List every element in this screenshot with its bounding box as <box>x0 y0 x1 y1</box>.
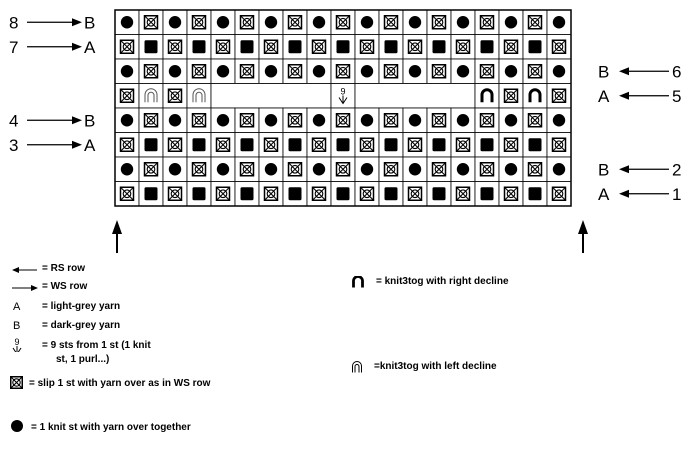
chart-cell <box>259 108 283 133</box>
chart-cell <box>211 108 235 133</box>
chart-cell <box>379 133 403 158</box>
chart-cell <box>403 182 427 207</box>
chart-cell <box>547 59 571 84</box>
row-number-7: 7 <box>9 37 19 57</box>
chart-cell <box>259 59 283 84</box>
legend-ws-row: = WS row <box>42 281 88 292</box>
chart-cell <box>307 59 331 84</box>
chart-cell <box>187 59 211 84</box>
chart-cell <box>523 108 547 133</box>
chart-cell <box>451 108 475 133</box>
chart-cell <box>523 84 547 109</box>
chart-cell <box>283 59 307 84</box>
chart-cell <box>475 10 499 35</box>
legend-nine-sts-line2: st, 1 purl...) <box>56 354 110 365</box>
chart-cell <box>523 10 547 35</box>
chart-cell <box>139 35 163 60</box>
legend-left-decline: =knit3tog with left decline <box>374 361 497 372</box>
chart-cell <box>259 35 283 60</box>
chart-cell <box>163 59 187 84</box>
chart-cell <box>427 182 451 207</box>
chart-cell <box>499 10 523 35</box>
arrow-head-icon <box>72 43 82 51</box>
row-yarn-4: B <box>84 111 96 131</box>
chart-cell <box>427 133 451 158</box>
chart-cell <box>283 35 307 60</box>
legend-light-grey-yarn: = light-grey yarn <box>42 301 121 312</box>
rs-row-arrow-icon <box>12 265 38 275</box>
chart-cell <box>523 59 547 84</box>
legend-knit-yo: = 1 knit st with yarn over together <box>31 422 191 433</box>
chart-cell <box>499 182 523 207</box>
chart-cell <box>331 108 355 133</box>
row-yarn-7: A <box>84 37 96 57</box>
row-yarn-6: B <box>598 62 610 82</box>
chart-cell <box>499 35 523 60</box>
chart-cell <box>283 157 307 182</box>
chart-cell <box>283 108 307 133</box>
chart-cell <box>475 157 499 182</box>
chart-cell <box>187 157 211 182</box>
chart-cell <box>403 59 427 84</box>
chart-cell <box>187 35 211 60</box>
chart-cell <box>547 84 571 109</box>
chart-cell <box>355 157 379 182</box>
arrow-head-icon <box>619 190 629 198</box>
chart-cell <box>163 157 187 182</box>
legend-right-decline: = knit3tog with right decline <box>376 276 509 287</box>
chart-cell <box>379 59 403 84</box>
chart-cell <box>139 157 163 182</box>
chart-cell <box>355 108 379 133</box>
chart-cell <box>475 133 499 158</box>
chart-cell <box>139 84 163 109</box>
chart-cell <box>283 10 307 35</box>
chart-cell <box>355 182 379 207</box>
chart-cell <box>427 35 451 60</box>
chart-cell <box>403 108 427 133</box>
chart-cell <box>451 35 475 60</box>
chart-cell <box>427 108 451 133</box>
ws-row-arrow-icon <box>12 283 38 293</box>
row-yarn-1: A <box>598 184 610 204</box>
chart-cell <box>187 10 211 35</box>
chart-cell <box>379 108 403 133</box>
chart-cell <box>355 35 379 60</box>
chart-cell <box>403 35 427 60</box>
chart-empty-span <box>355 84 475 109</box>
chart-cell <box>475 108 499 133</box>
chart-cell <box>235 182 259 207</box>
chart-cell <box>259 157 283 182</box>
chart-cell <box>259 182 283 207</box>
legend-letter-a: A <box>13 301 21 313</box>
legend-slip: = slip 1 st with yarn over as in WS row <box>29 378 211 389</box>
chart-cell <box>475 35 499 60</box>
row-number-5: 5 <box>672 86 682 106</box>
legend-letter-b: B <box>13 320 21 332</box>
row-number-1: 1 <box>672 184 682 204</box>
arrow-head-icon <box>619 92 629 100</box>
chart-cell <box>379 182 403 207</box>
chart-row-3 <box>115 133 571 158</box>
chart-row-4 <box>115 108 571 133</box>
row-number-2: 2 <box>672 160 682 180</box>
chart-cell <box>331 182 355 207</box>
chart-cell <box>499 133 523 158</box>
chart-cell <box>163 133 187 158</box>
svg-text:9: 9 <box>340 86 346 97</box>
chart-cell <box>451 59 475 84</box>
chart-row-2 <box>115 157 571 182</box>
chart-cell <box>211 182 235 207</box>
legend-dark-grey-yarn: = dark-grey yarn <box>42 320 121 331</box>
chart-cell <box>523 182 547 207</box>
arrow-head-icon <box>72 18 82 26</box>
chart-cell <box>235 35 259 60</box>
chart-cell <box>235 157 259 182</box>
row-yarn-5: A <box>598 86 610 106</box>
chart-cell <box>379 35 403 60</box>
chart-cell <box>187 133 211 158</box>
knit-yo-together-icon <box>10 419 24 433</box>
knit3tog-left-decline-icon <box>351 361 363 373</box>
chart-cell <box>331 157 355 182</box>
chart-cell <box>283 133 307 158</box>
chart-cell <box>187 182 211 207</box>
chart-cell <box>403 10 427 35</box>
chart-cell <box>115 108 139 133</box>
chart-row-5 <box>115 84 571 109</box>
chart-cell <box>115 10 139 35</box>
row-number-3: 3 <box>9 135 19 155</box>
chart-cell <box>523 35 547 60</box>
chart-cell <box>499 84 523 109</box>
chart-cell <box>547 157 571 182</box>
chart-cell <box>211 35 235 60</box>
chart-cell <box>163 84 187 109</box>
chart-cell <box>211 133 235 158</box>
chart-cell <box>163 35 187 60</box>
slip-stitch-icon <box>10 376 23 389</box>
chart-cell <box>451 182 475 207</box>
chart-cell <box>403 157 427 182</box>
chart-cell <box>499 108 523 133</box>
legend-rs-row: = RS row <box>42 263 86 274</box>
row-number-6: 6 <box>672 62 682 82</box>
nine-sts-from-one-icon <box>11 338 23 352</box>
chart-cell <box>403 133 427 158</box>
chart-cell <box>379 157 403 182</box>
chart-row-1 <box>115 182 571 207</box>
chart-cell <box>331 10 355 35</box>
chart-cell <box>139 59 163 84</box>
chart-cell <box>547 108 571 133</box>
chart-cell <box>523 157 547 182</box>
row-number-4: 4 <box>9 111 19 131</box>
chart-cell <box>211 10 235 35</box>
chart-cell <box>115 59 139 84</box>
chart-cell <box>427 157 451 182</box>
right-start-arrow-icon <box>578 220 588 253</box>
chart-cell <box>331 133 355 158</box>
chart-cell <box>499 157 523 182</box>
chart-cell <box>211 157 235 182</box>
chart-cell <box>451 157 475 182</box>
svg-text:9: 9 <box>14 338 20 347</box>
chart-cell <box>307 133 331 158</box>
chart-cell <box>475 59 499 84</box>
chart-cell <box>547 10 571 35</box>
row-number-8: 8 <box>9 13 19 33</box>
arrow-head-icon <box>619 165 629 173</box>
legend-nine-sts-line1: = 9 sts from 1 st (1 knit <box>42 340 151 351</box>
chart-cell <box>283 182 307 207</box>
chart-cell <box>115 182 139 207</box>
chart-cell <box>307 35 331 60</box>
chart-cell <box>187 84 211 109</box>
chart-row-8 <box>115 10 571 35</box>
chart-cell <box>355 59 379 84</box>
chart-cell <box>235 59 259 84</box>
row-yarn-3: A <box>84 135 96 155</box>
chart-cell <box>235 108 259 133</box>
chart-cell <box>115 84 139 109</box>
chart-cell <box>139 133 163 158</box>
chart-cell <box>331 35 355 60</box>
row-yarn-2: B <box>598 160 610 180</box>
chart-cell <box>307 182 331 207</box>
arrow-head-icon <box>72 141 82 149</box>
row-yarn-8: B <box>84 13 96 33</box>
chart-cell <box>547 35 571 60</box>
chart-empty-span <box>211 84 331 109</box>
chart-cell <box>115 157 139 182</box>
chart-cell <box>235 10 259 35</box>
chart-cell <box>331 59 355 84</box>
chart-cell <box>259 10 283 35</box>
chart-cell <box>139 108 163 133</box>
chart-cell <box>547 182 571 207</box>
chart-cell <box>163 10 187 35</box>
knit3tog-right-decline-icon <box>352 276 364 288</box>
chart-cell <box>211 59 235 84</box>
chart-cell <box>451 10 475 35</box>
chart-cell <box>547 133 571 158</box>
chart-cell <box>523 133 547 158</box>
chart-cell <box>307 157 331 182</box>
chart-cell <box>235 133 259 158</box>
chart-cell <box>427 10 451 35</box>
chart-cell <box>355 10 379 35</box>
chart-cell <box>427 59 451 84</box>
chart-cell <box>259 133 283 158</box>
chart-cell <box>475 84 499 109</box>
chart-cell <box>307 10 331 35</box>
chart-cell <box>331 84 355 109</box>
left-start-arrow-icon <box>112 220 122 253</box>
chart-row-7 <box>115 35 571 60</box>
chart-cell <box>139 10 163 35</box>
chart-cell <box>379 10 403 35</box>
chart-cell <box>499 59 523 84</box>
arrow-head-icon <box>72 116 82 124</box>
arrow-head-icon <box>619 67 629 75</box>
chart-cell <box>451 133 475 158</box>
chart-cell <box>115 35 139 60</box>
chart-cell <box>115 133 139 158</box>
chart-cell <box>163 108 187 133</box>
chart-cell <box>139 182 163 207</box>
chart-cell <box>475 182 499 207</box>
chart-cell <box>307 108 331 133</box>
chart-row-6 <box>115 59 571 84</box>
chart-cell <box>355 133 379 158</box>
chart-cell <box>163 182 187 207</box>
chart-cell <box>187 108 211 133</box>
